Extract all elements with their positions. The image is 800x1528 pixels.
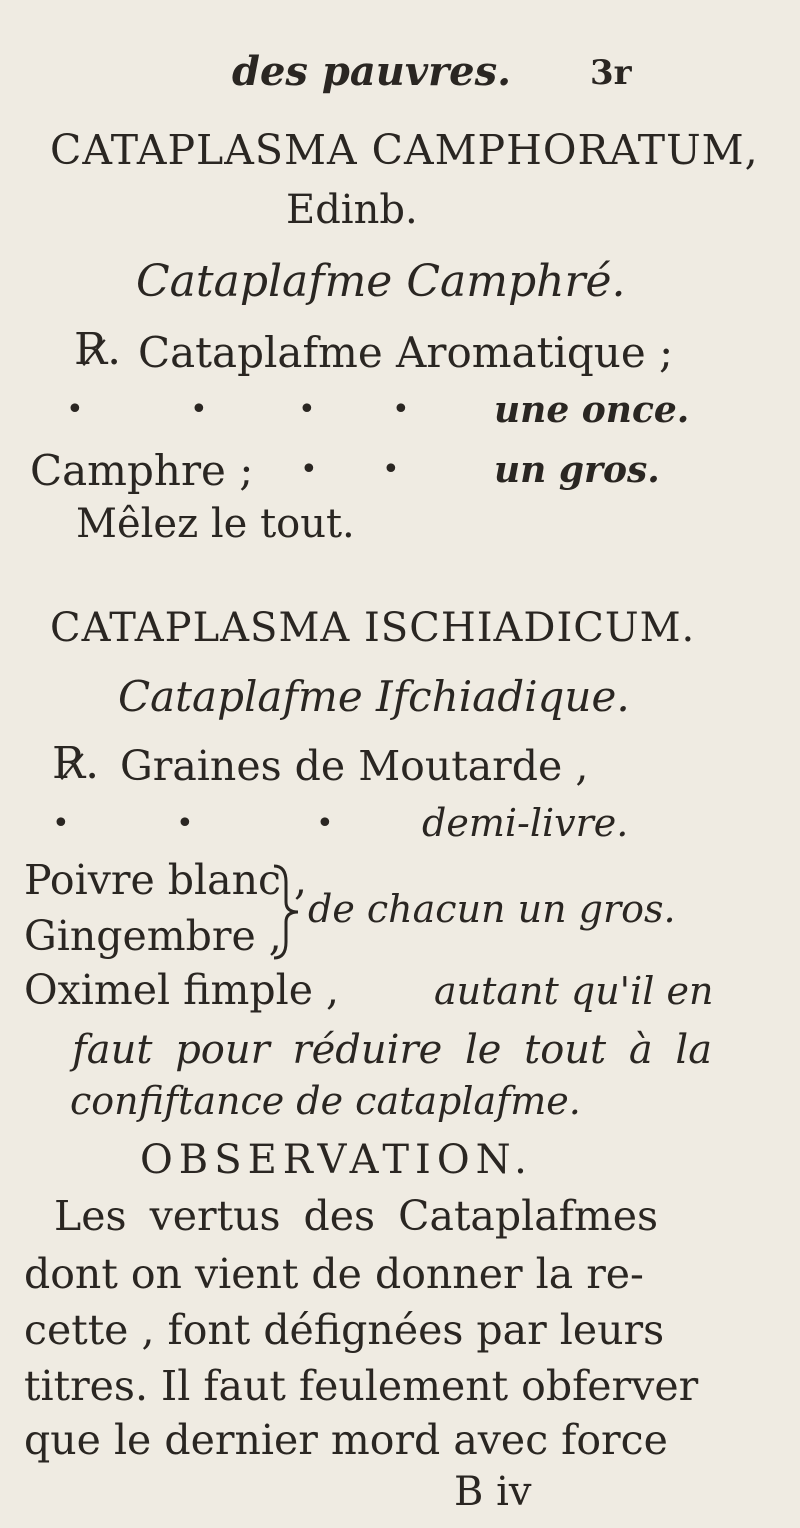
recipe1-french-title: Cataplafme Camphré.	[136, 256, 626, 307]
observation-line-5: que le dernier mord avec force	[24, 1416, 668, 1464]
recipe2-oximel-rest: autant qu'il en	[434, 969, 714, 1013]
recipe1-title: CATAPLASMA CAMPHORATUM,	[50, 126, 759, 174]
recipe2-french-title: Cataplafme Ifchiadique.	[118, 672, 630, 721]
running-title: des pauvres.	[232, 48, 512, 95]
recipe1-ingredient-2: Camphre ;	[30, 446, 254, 495]
recipe1-rx-symbol: R̷.	[74, 324, 122, 375]
observation-line-2: dont on vient de donner la re-	[24, 1250, 644, 1298]
recipe2-brace-quantity: de chacun un gros.	[308, 887, 676, 931]
recipe2-ingredient-1: Graines de Moutarde ,	[120, 742, 589, 790]
curly-brace-icon	[268, 862, 304, 962]
recipe2-rx-symbol: R̷.	[52, 738, 100, 789]
recipe1-ingredient-1: Cataplafme Aromatique ;	[138, 328, 674, 377]
recipe1-source: Edinb.	[286, 187, 418, 233]
recipe2-ingredient-a: Poivre blanc ,	[24, 856, 308, 904]
recipe2-oximel-start: Oximel fimple ,	[24, 966, 340, 1014]
recipe2-title: CATAPLASMA ISCHIADICUM.	[50, 605, 696, 651]
signature-mark: B iv	[454, 1469, 532, 1515]
recipe2-quantity-1: demi-livre.	[422, 801, 629, 845]
observation-heading: OBSERVATION.	[140, 1137, 533, 1183]
recipe1-instruction: Mêlez le tout.	[76, 501, 355, 547]
observation-line-4: titres. Il faut feulement obferver	[24, 1362, 699, 1410]
recipe2-ingredient-b: Gingembre ,	[24, 912, 282, 960]
recipe2-oximel-line-2: faut pour réduire le tout à la	[72, 1027, 713, 1073]
book-page: des pauvres. 3r CATAPLASMA CAMPHORATUM, Edinb. Cataplafme Camphré. R̷. Cataplafme Aromatique ; • • • • une once. Camphre ; • • un gros. Mêlez le tout. CATAPLASMA ISCHIADICUM. Cataplafme Ifchiadique. R̷. Graines de Moutarde , • • • demi-livre. Poivre blanc , Gingembre , de chacun un gros. Oximel fimple , autant qu'il en faut pour réduire le tout à la confiftance de cataplafme. OBSERVATION. Les vertus des Cataplafmes dont on vient de donner la re- cette , font défignées par leurs titres. Il faut feulement obferver que le dernier mord avec force B iv	[24, 48, 759, 1515]
observation-line-3: cette , font défignées par leurs	[24, 1306, 665, 1354]
recipe1-quantity-2: un gros.	[494, 449, 660, 491]
recipe2-oximel-line-3: confiftance de cataplafme.	[70, 1079, 581, 1123]
page-number: 3r	[590, 53, 632, 93]
recipe1-quantity-1: une once.	[494, 389, 690, 431]
observation-line-1: Les vertus des Cataplafmes	[54, 1192, 659, 1240]
